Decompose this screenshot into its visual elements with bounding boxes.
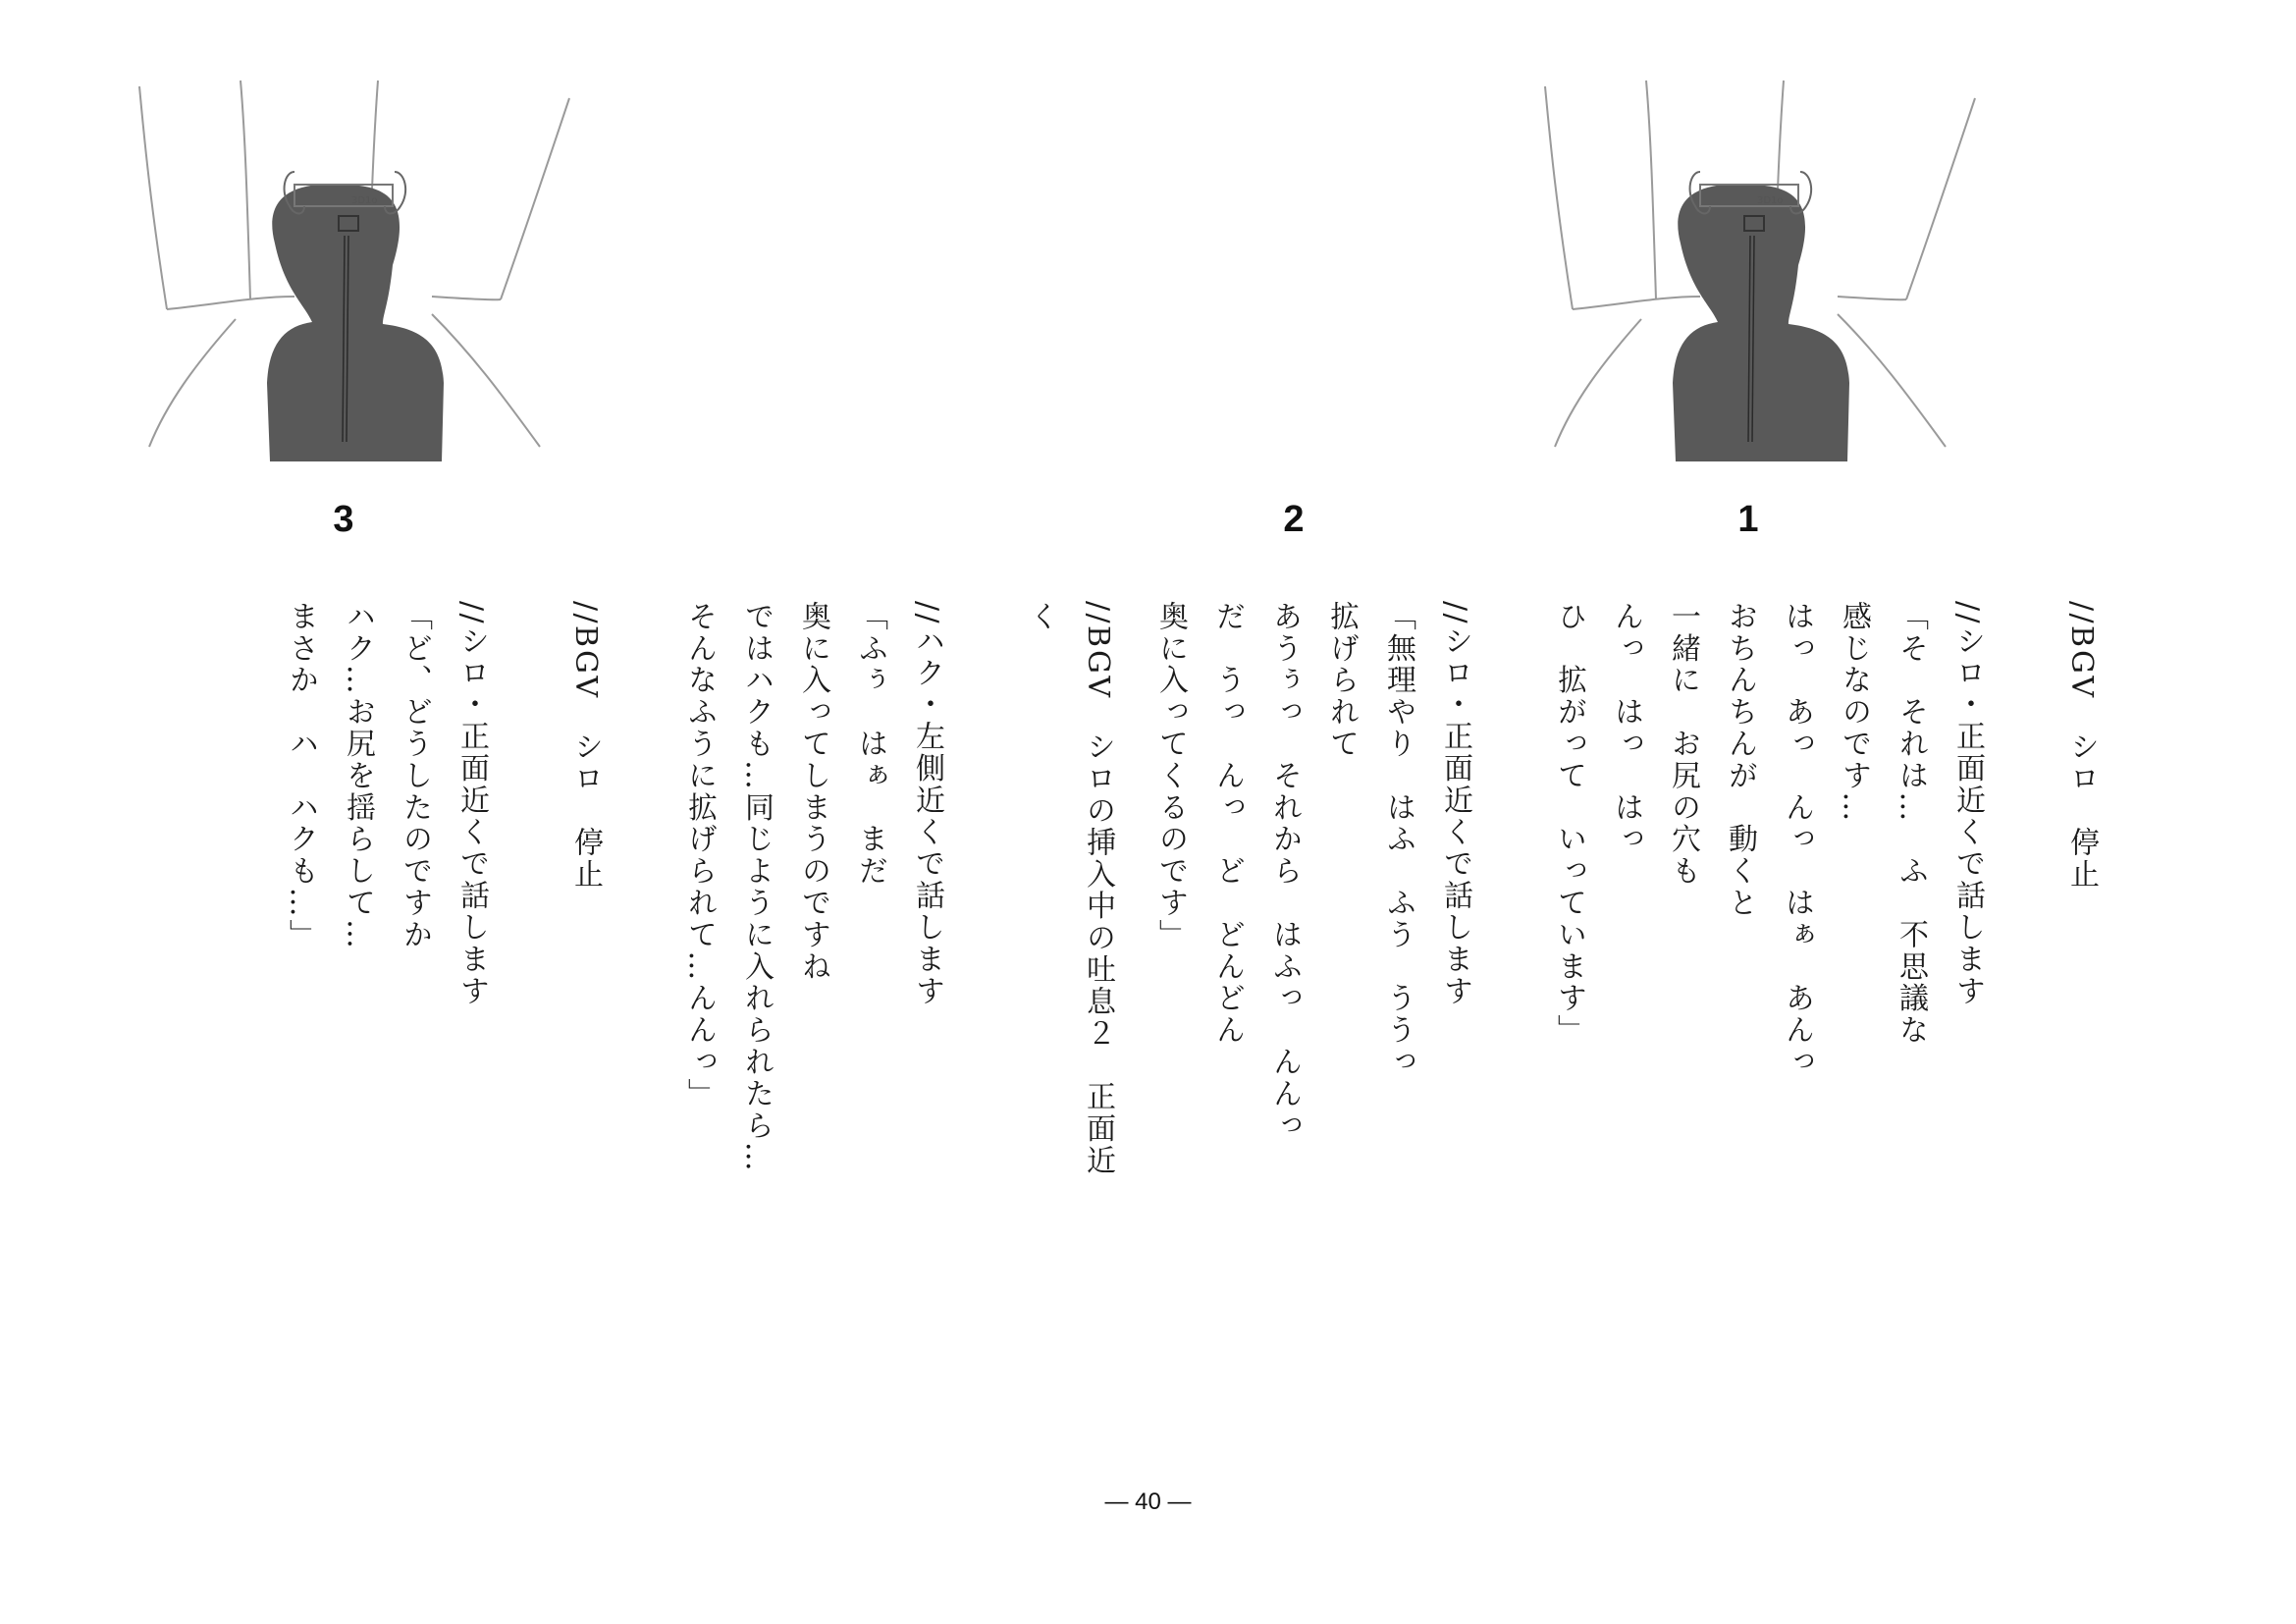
script-line: ハク…お尻を揺らして…	[341, 601, 375, 951]
script-line: 奥に入ってくるのです」	[1153, 601, 1188, 951]
script-line: はっ あっ んっ はぁ あんっ	[1780, 601, 1814, 1078]
script-line: 一緒に お尻の穴も	[1666, 601, 1700, 888]
script-block-section-2	[272, 601, 1126, 1308]
script-line: 奥に入ってしまうのですね	[796, 601, 830, 983]
script-line: //BGV シロの挿入中の吐息２ 正面近	[1081, 601, 1115, 1177]
script-line: 感じなのです…	[1837, 601, 1871, 824]
script-line: く	[1024, 601, 1058, 633]
listener-dummy-head-figure	[137, 69, 589, 481]
illustration-1	[1543, 69, 1995, 481]
script-line: //BGV シロ 停止	[2064, 601, 2099, 891]
script-block-section-1	[1142, 601, 2109, 1308]
section-number-3: 3	[333, 499, 354, 540]
script-line: //シロ・正面近くで話します	[454, 601, 489, 1007]
script-line: //シロ・正面近くで話します	[1950, 601, 1985, 1007]
section-number-2: 2	[1283, 499, 1305, 540]
script-line: んっ はっ はっ	[1609, 601, 1643, 856]
page-number: ― 40 ―	[1104, 1489, 1192, 1515]
illustration-3	[137, 69, 589, 481]
headset-label: 3D1o	[351, 195, 378, 206]
headset-label: 3D1o	[1757, 195, 1784, 206]
script-line: //ハク・左側近くで話します	[910, 601, 944, 1007]
script-line: 「ど、どうしたのですか	[398, 601, 432, 951]
script-line: ひ 拡がって いっています」	[1552, 601, 1586, 1047]
section-number-1: 1	[1737, 499, 1759, 540]
script-line: だ うっ んっ ど どんどん	[1210, 601, 1245, 1047]
script-line: 拡げられて	[1324, 601, 1359, 760]
script-line: ではハクも…同じように入れられたら…	[739, 601, 774, 1174]
script-line: 「無理やり はふ ふう ううっ	[1381, 601, 1415, 1078]
script-line: 「ふぅ はぁ まだ	[853, 601, 887, 888]
script-line: //BGV シロ 停止	[568, 601, 603, 891]
script-line: //シロ・正面近くで話します	[1438, 601, 1472, 1007]
listener-dummy-head-figure	[1543, 69, 1995, 481]
script-line: まさか ハ ハクも…」	[284, 601, 318, 951]
script-line: 「そ それは… ふ 不思議な	[1894, 601, 1928, 1047]
script-line: あうぅっ それから はふっ んんっ	[1267, 601, 1302, 1142]
script-line: そんなふうに拡げられて…んんっ」	[682, 601, 717, 1110]
script-line: おちんちんが 動くと	[1723, 601, 1757, 919]
